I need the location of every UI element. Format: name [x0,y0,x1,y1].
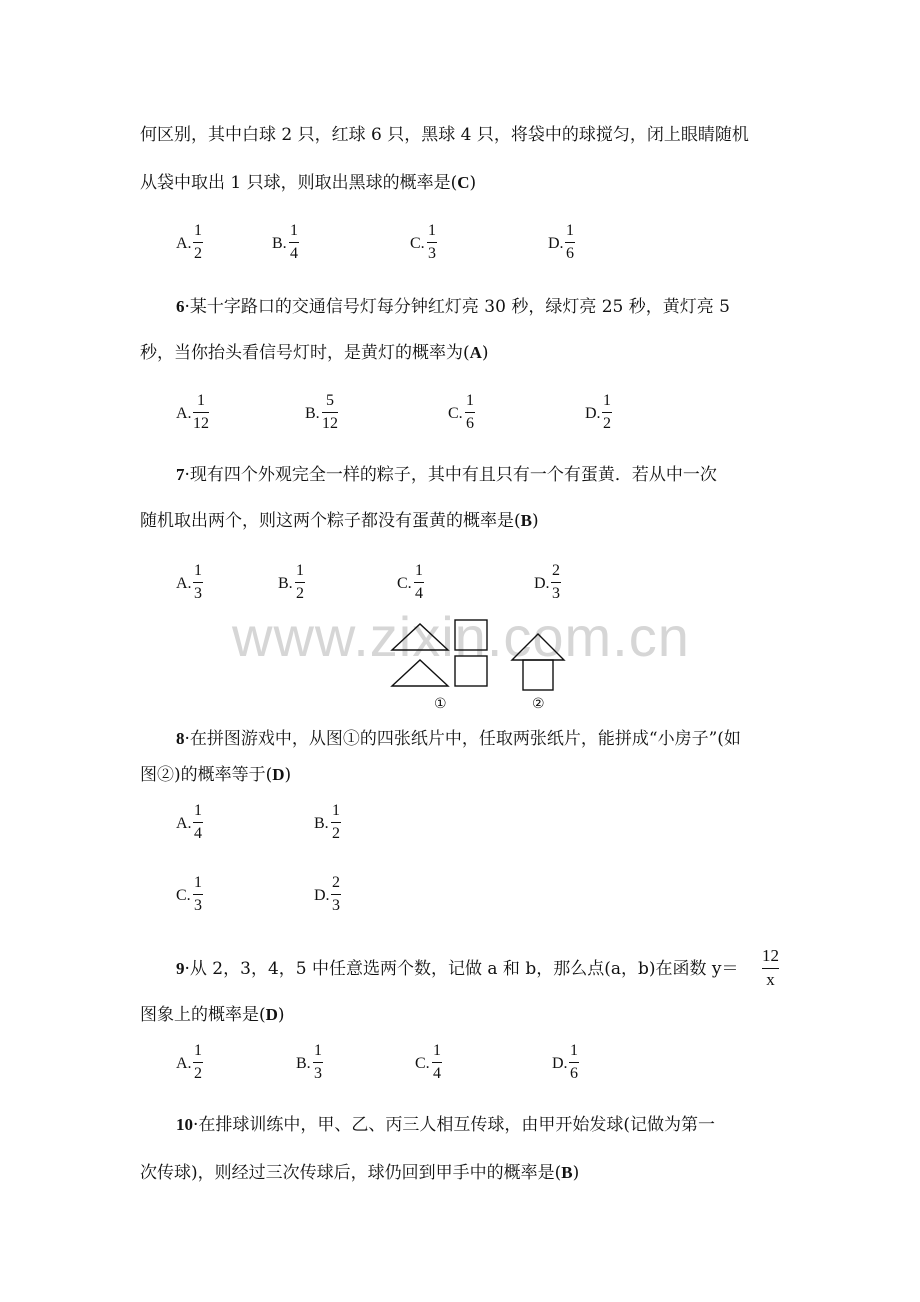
triangle-piece-2 [392,660,448,686]
q9-line1: 9·从 2，3，4，5 中任意选两个数，记做 a 和 b，那么点(a，b)在函数 y＝ [176,959,739,979]
q6-line2: 秒，当你抬头看信号灯时，是黄灯的概率为(A) [140,343,489,363]
q8-line2: 图②)的概率等于(D) [140,765,292,785]
watermark: www.zixin.com.cn [232,605,690,668]
fraction: $\frac{5}{12}$ [322,392,338,432]
fraction: $\frac{1}{2}$ [603,392,611,432]
house-roof [512,634,564,660]
q8-answer: D [272,765,285,784]
triangle-piece-1 [392,624,448,650]
q10-answer: B [561,1163,573,1182]
document-page: www.zixin.com.cn 何区别，其中白球 2 只，红球 6 只，黑球 4 只，将袋中的球搅匀，闭上眼睛随机 从袋中取出 1 只球，则取出黑球的概率是(C) A. $\frac{1}{2}$ B. $\frac{1}{4}$ C. $\frac{1}{3}$ D. $\frac{1}{6}$ 6·某十字路口的交通信号灯每分钟红灯亮 30 秒，绿灯亮 25 秒，黄灯亮 5 秒，当你抬头看信号灯时，是黄灯的概率为(A) A. $\frac{1}{12}$ B. $\frac{5}{12}$ C. $\frac{1}{6}$ D. $\frac{1}{2}$ 7·现有四个外观完全一样的粽子，其中有且只有一个有蛋黄．若从中一次 随机取出两个，则这两个粽子都没有蛋黄的概率是(B) A. $\frac{1}{3}$ B. $\frac{1}{2}$ C. $\frac{1}{4}$ D. $\frac{2}{3}$ ① ② 8·在拼图游戏中，从图①的四张纸片中，任取两张纸片，能拼成“小房子”(如 图②)的概率等于(D) A. $\frac{1}{4}$ B. $\frac{1}{2}$ C. $\frac{1}{3}$ D. $\frac{2}{3}$ 9·从 2，3，4，5 中任意选两个数，记做 a 和 b，那么点(a，b)在函数 y＝ 12 x 图象上的概率是(D) A. $\frac{1}{2}$ B. $\frac{1}{3}$ C. $\frac{1}{4}$ D. $\frac{1}{6}$ 10·在排球训练中，甲、乙、丙三人相互传球，由甲开始发球(记做为第一 次传球)，则经过三次传球后，球仍回到甲手中的概率是(B) [140,125,779,1183]
fraction: $\frac{1}{3}$ [428,222,436,262]
q10-line1: 10·在排球训练中，甲、乙、丙三人相互传球，由甲开始发球(记做为第一 [176,1115,716,1135]
q7-line2: 随机取出两个，则这两个粽子都没有蛋黄的概率是(B) [140,511,539,531]
fraction: $\frac{1}{2}$ [296,562,304,602]
fraction: $\frac{1}{3}$ [194,562,202,602]
fraction: $\frac{1}{2}$ [194,1042,202,1082]
fraction: $\frac{1}{4}$ [415,562,423,602]
q5-line1: 何区别，其中白球 2 只，红球 6 只，黑球 4 只，将袋中的球搅匀，闭上眼睛随机 [140,125,749,145]
fraction: $\frac{2}{3}$ [552,562,560,602]
q7-line1: 7·现有四个外观完全一样的粽子，其中有且只有一个有蛋黄．若从中一次 [176,465,717,485]
fraction: $\frac{1}{4}$ [290,222,298,262]
q6-line1: 6·某十字路口的交通信号灯每分钟红灯亮 30 秒，绿灯亮 25 秒，黄灯亮 5 [176,297,731,317]
q8-line1: 8·在拼图游戏中，从图①的四张纸片中，任取两张纸片，能拼成“小房子”(如 [176,729,741,749]
q5-line2: 从袋中取出 1 只球，则取出黑球的概率是(C) [140,173,477,193]
house-body [523,660,553,690]
fraction: $\frac{1}{12}$ [193,392,209,432]
puzzle-figure-svg [388,612,588,716]
square-piece-2 [455,656,487,686]
puzzle-figure [388,612,588,716]
figure-label-2: ② [532,696,545,712]
fraction: $\frac{1}{6}$ [570,1042,578,1082]
figure-label-1: ① [434,696,447,712]
q7-answer: B [520,511,532,530]
q10-line2: 次传球)，则经过三次传球后，球仍回到甲手中的概率是(B) [140,1163,580,1183]
fraction: $\frac{1}{2}$ [194,222,202,262]
square-piece-1 [455,620,487,650]
fraction: $\frac{2}{3}$ [332,874,340,914]
fraction: $\frac{1}{6}$ [466,392,474,432]
fraction: $\frac{1}{3}$ [194,874,202,914]
fraction: $\frac{1}{2}$ [332,802,340,842]
fraction: $\frac{1}{4}$ [194,802,202,842]
q6-answer: A [469,343,482,362]
q5-answer: C [457,173,470,192]
q9-function-fraction: 12 x [762,946,779,989]
q9-line2: 图象上的概率是(D) [140,1005,285,1025]
fraction: $\frac{1}{6}$ [566,222,574,262]
fraction: $\frac{1}{4}$ [433,1042,441,1082]
fraction: $\frac{1}{3}$ [314,1042,322,1082]
q9-answer: D [265,1005,278,1024]
